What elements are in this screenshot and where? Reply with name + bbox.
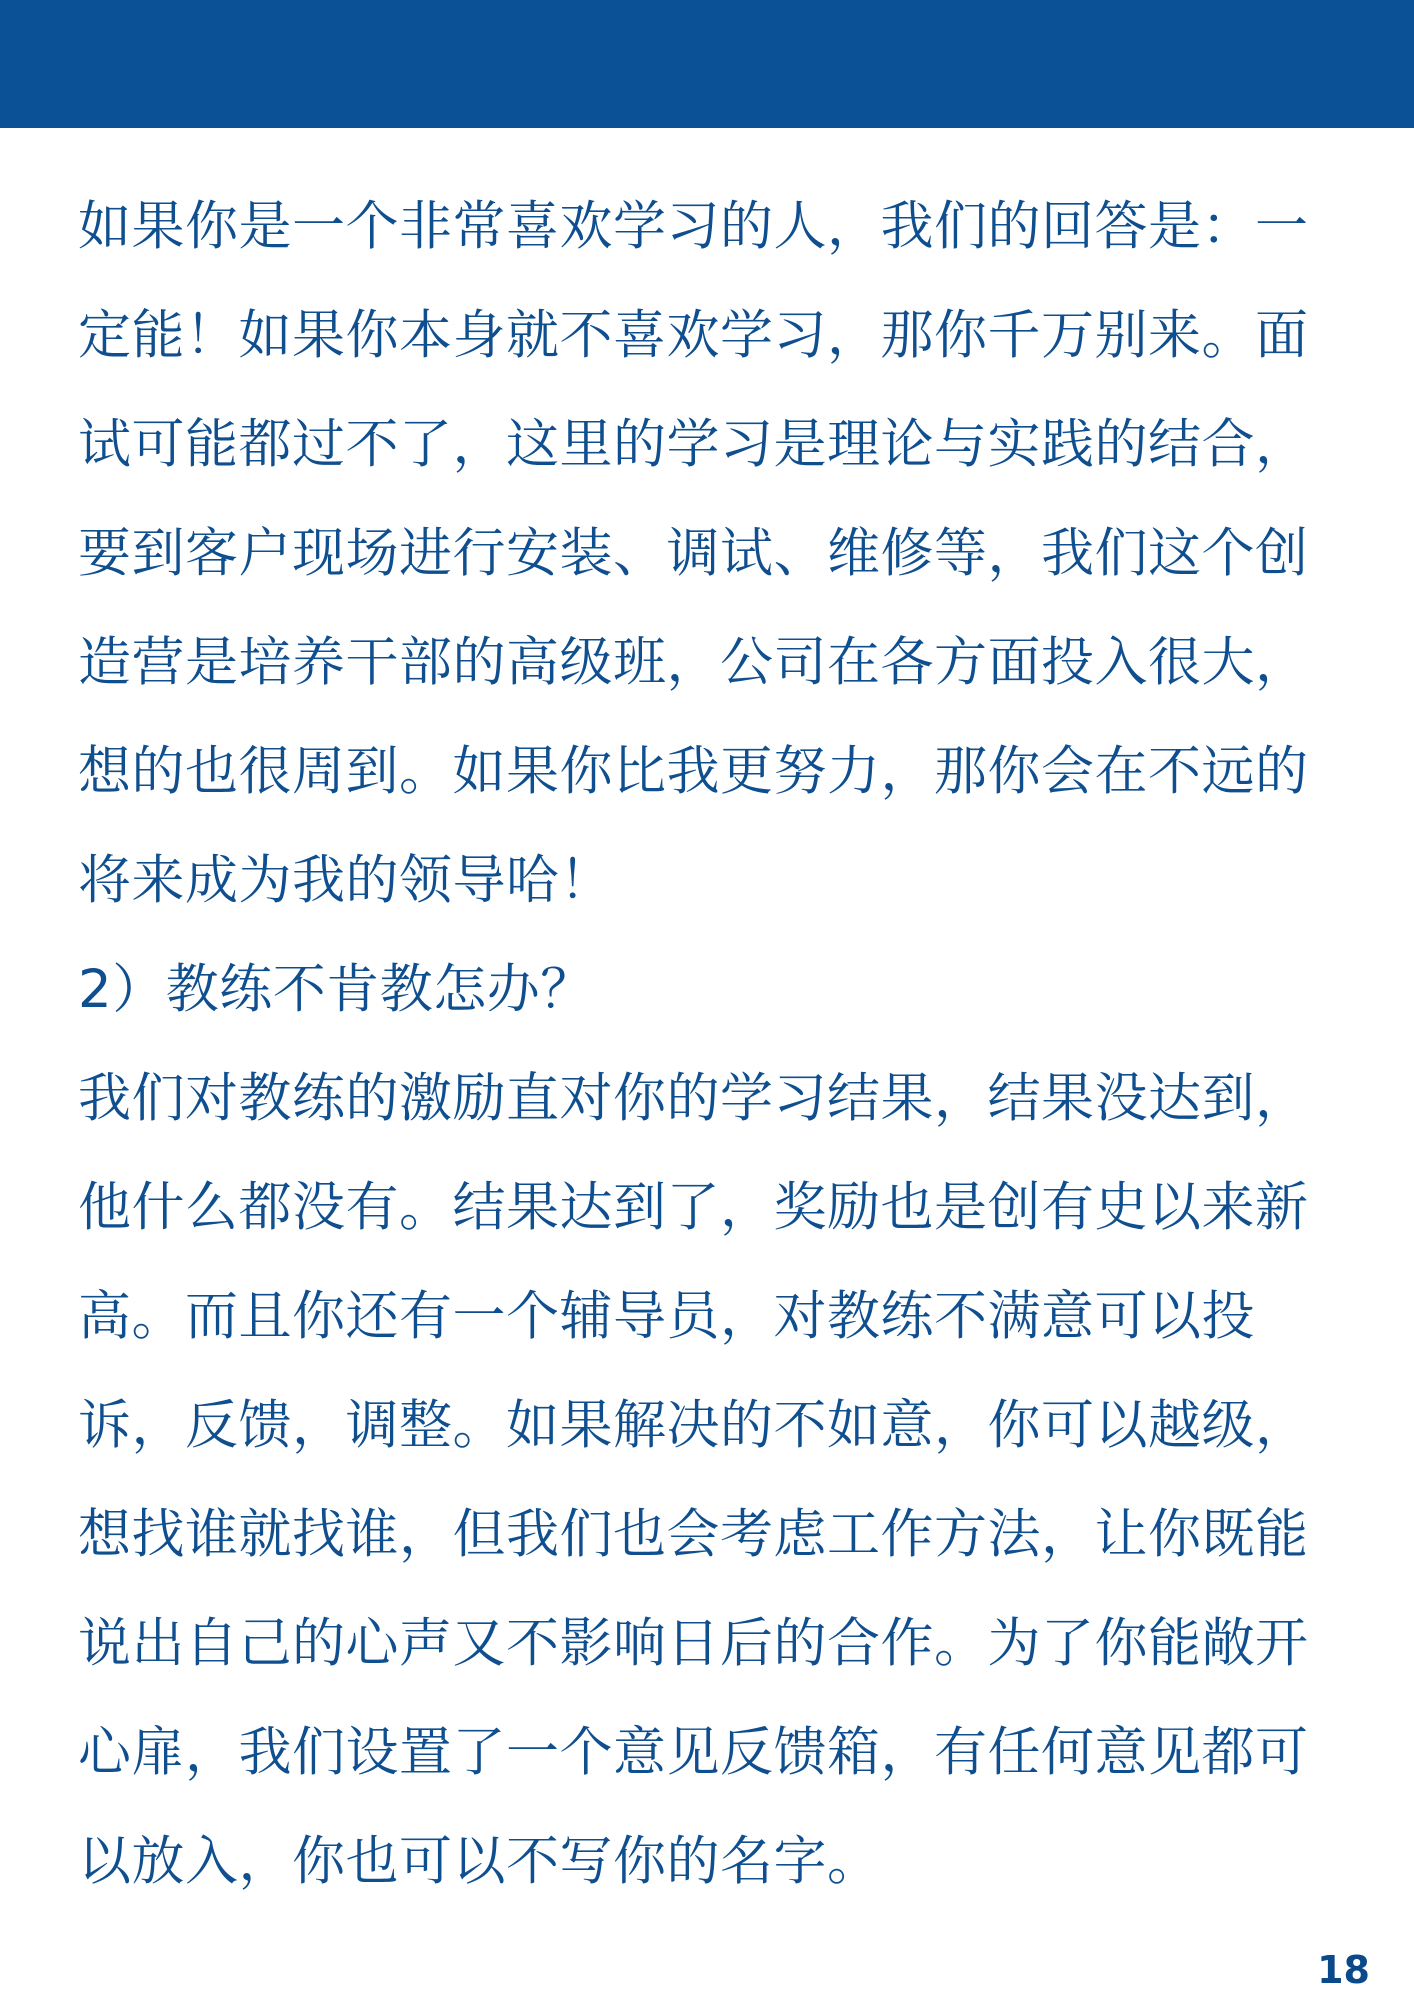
text-line: 以放入，你也可以不写你的名字。 xyxy=(78,1831,881,1892)
text-line: 高。而且你还有一个辅导员，对教练不满意可以投 xyxy=(78,1286,1255,1347)
text-line: 将来成为我的领导哈！ xyxy=(78,850,613,911)
text-line: 我们对教练的激励直对你的学习结果，结果没达到， xyxy=(78,1068,1309,1129)
section-heading: 2）教练不肯教怎办？ xyxy=(78,959,594,1020)
body-text xyxy=(78,172,1338,1916)
text-line: 定能！如果你本身就不喜欢学习，那你千万别来。面 xyxy=(78,305,1309,366)
page-number: 18 xyxy=(1317,1948,1370,1992)
text-line: 试可能都过不了，这里的学习是理论与实践的结合， xyxy=(78,414,1309,475)
text-line: 他什么都没有。结果达到了，奖励也是创有史以来新 xyxy=(78,1177,1309,1238)
header-band xyxy=(0,0,1414,128)
text-line: 想找谁就找谁，但我们也会考虑工作方法，让你既能 xyxy=(78,1504,1309,1565)
text-line: 心扉，我们设置了一个意见反馈箱，有任何意见都可 xyxy=(78,1722,1309,1783)
text-line: 诉，反馈，调整。如果解决的不如意，你可以越级， xyxy=(78,1395,1309,1456)
text-line: 如果你是一个非常喜欢学习的人，我们的回答是：一 xyxy=(78,196,1309,257)
text-line: 说出自己的心声又不影响日后的合作。为了你能敞开 xyxy=(78,1613,1309,1674)
text-line: 想的也很周到。如果你比我更努力，那你会在不远的 xyxy=(78,741,1309,802)
text-line: 要到客户现场进行安装、调试、维修等，我们这个创 xyxy=(78,523,1309,584)
text-line: 造营是培养干部的高级班，公司在各方面投入很大， xyxy=(78,632,1309,693)
